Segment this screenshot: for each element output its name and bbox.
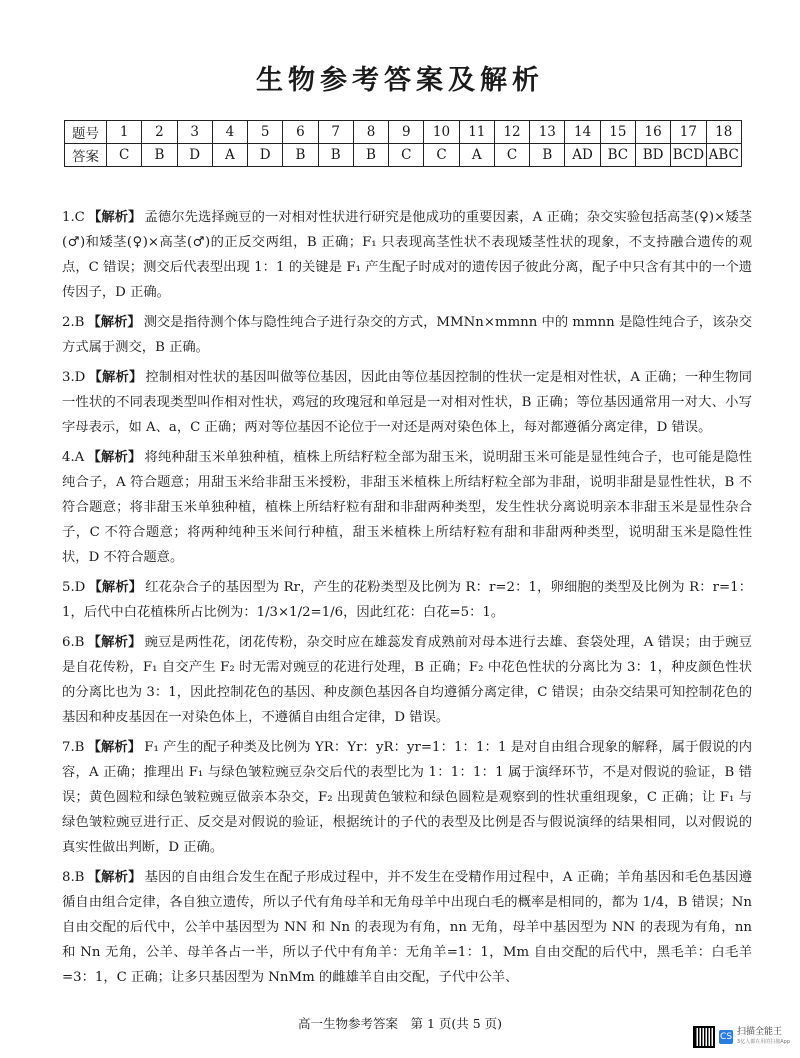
explanation-item [62,630,752,730]
table-cell: B [318,144,353,167]
table-header-label: 题号 [65,121,107,144]
table-cell: B [353,144,388,167]
table-row-numbers [65,121,742,144]
page-footer: 高一生物参考答案 第 1 页(共 5 页) [297,1016,503,1031]
table-cell: 13 [530,121,565,144]
table-answer-label: 答案 [65,144,107,167]
item-text: 测交是指待测个体与隐性纯合子进行杂交的方式，MMNn×mmnn 中的 mmnn 是隐性纯合子，该杂交方式属于测交，B 正确。 [62,315,752,355]
table-cell: 9 [389,121,424,144]
qr-code-icon [693,1026,715,1048]
analysis-tag: 【解析】 [87,870,142,885]
table-cell: B [142,144,177,167]
page-title: 生物参考答案及解析 [256,65,544,96]
table-cell: BCD [671,144,706,167]
table-cell: 4 [212,121,247,144]
item-text: F₁ 产生的配子种类及比例为 YR：Yr：yR：yr=1：1：1：1 是对自由组合现象的解释，属于假说的内容，A 正确；推理出 F₁ 与绿色皱粒豌豆杂交后代的表型比为 1：1：1：1 属于演绎环节，不是对假说的验证，B 错误；黄色圆粒和绿色皱粒豌豆做亲本杂交，F₂ 出现黄色皱粒和绿色圆粒是观察到的性状重组现象，C 正确；让 F₁ 与绿色皱粒豌豆进行正、反交是对假说的验证，根据统计的子代的表型及比例是否与假说演绎的结果相同，以对假说的真实性做出判断，D 正确。 [62,740,753,855]
table-cell: 17 [671,121,706,144]
item-text: 豌豆是两性花，闭花传粉，杂交时应在雄蕊发育成熟前对母本进行去雄、套袋处理，A 错误；由于豌豆是自花传粉，F₁ 自交产生 F₂ 时无需对豌豆的花进行处理，B 正确；F₂ 中花色性状的分离比为 3：1，种皮颜色性状的分离比也为 3：1，因此控制花色的基因、种皮颜色基因各自均遵循分离定律，C 错误；由杂交结果可知控制花色的基因和种皮基因在一对染色体上，不遵循自由组合定律，D 错误。 [62,635,753,725]
scanner-watermark [693,1024,790,1050]
table-row-answers [65,144,742,167]
item-number: 8.B [62,870,85,885]
explanation-item [62,445,752,570]
item-number: 2.B [62,315,85,330]
item-text: 基因的自由组合发生在配子形成过程中，并不发生在受精作用过程中，A 正确；羊角基因和毛色基因遵循自由组合定律，各自独立遗传，所以子代有角母羊和无角母羊中出现白毛的概率是相同的，都为 1/4，B 错误；Nn 自由交配的后代中，公羊中基因型为 NN 和 Nn 的表现为有角，nn 无角，母羊中基因型为 NN 的表现为有角，nn 和 Nn 无角，公羊、母羊各占一半，所以子代中有角羊：无角羊=1：1，Mm 自由交配的后代中，黑毛羊：白毛羊=3：1，C 正确；让多只基因型为 NnMm 的雌雄羊自由交配，子代中公羊、 [62,870,753,985]
analysis-tag: 【解析】 [87,740,142,755]
analysis-tag: 【解析】 [87,315,141,330]
table-cell: 18 [706,121,741,144]
watermark-name: 扫描全能王 [737,1027,783,1037]
explanation-item [62,365,752,440]
table-cell: 5 [248,121,283,144]
table-cell: C [107,144,142,167]
table-cell: B [283,144,318,167]
table-cell: 3 [177,121,212,144]
watermark-text [737,1027,790,1047]
watermark-sub: 3亿人都在用的扫描App [737,1039,790,1045]
item-text: 控制相对性状的基因叫做等位基因，因此由等位基因控制的性状一定是相对性状，A 正确；一种生物同一性状的不同表现类型叫作相对性状，鸡冠的玫瑰冠和单冠是一对相对性状，B 正确；等位基因通常用一对大、小写字母表示，如 A、a，C 正确；两对等位基因不论位于一对还是两对染色体上，每对都遵循分离定律，D 错误。 [62,370,753,435]
table-cell: BD [635,144,670,167]
explanation-item [62,575,752,625]
item-number: 5.D [62,580,86,595]
table-cell: 7 [318,121,353,144]
table-cell: 8 [353,121,388,144]
item-text: 孟德尔先选择豌豆的一对相对性状进行研究是他成功的重要因素，A 正确；杂交实验包括高茎(♀)×矮茎(♂)和矮茎(♀)×高茎(♂)的正反交两组，B 正确；F₁ 只表现高茎性状不表现矮茎性状的现象，不支持融合遗传的观点，C 错误；测交后代表型出现 1：1 的关键是 F₁ 产生配子时成对的遗传因子彼此分离，配子中只含有其中的一个遗传因子，D 正确。 [62,210,753,300]
table-cell: 1 [107,121,142,144]
explanation-item [62,735,752,860]
table-cell: 11 [459,121,494,144]
table-cell: D [177,144,212,167]
table-cell: A [212,144,247,167]
item-text: 红花杂合子的基因型为 Rr，产生的花粉类型及比例为 R：r=2：1，卵细胞的类型及比例为 R：r=1：1，后代中白花植株所占比例为：1/3×1/2=1/6，因此红花：白花=5：1。 [62,580,752,620]
table-cell: 15 [600,121,635,144]
scanner-logo-icon: CS [720,1032,733,1042]
table-cell: ABC [706,144,741,167]
item-text: 将纯种甜玉米单独种植，植株上所结籽粒全部为甜玉米，说明甜玉米可能是显性纯合子，也可能是隐性纯合子，A 符合题意；用甜玉米给非甜玉米授粉，非甜玉米植株上所结籽粒全部为非甜，说明非甜是显性性状，B 不符合题意；将非甜玉米单独种植，植株上所结籽粒有甜和非甜两种类型，发生性状分离说明亲本非甜玉米是显性杂合子，C 不符合题意；将两种纯种玉米间行种植，甜玉米植株上所结籽粒有甜和非甜两种类型，说明甜玉米是隐性性状，D 不符合题意。 [62,450,753,565]
table-cell: AD [565,144,600,167]
table-cell: BC [600,144,635,167]
table-cell: B [530,144,565,167]
table-cell: C [389,144,424,167]
table-cell: 16 [635,121,670,144]
analysis-tag: 【解析】 [88,580,143,595]
table-cell: C [494,144,529,167]
item-number: 4.A [62,450,85,465]
analysis-tag: 【解析】 [87,210,142,225]
table-cell: 2 [142,121,177,144]
analysis-tag: 【解析】 [87,635,142,650]
explanation-list [62,205,752,995]
answer-table [64,120,742,167]
analysis-tag: 【解析】 [87,450,142,465]
explanation-item [62,865,752,990]
item-number: 1.C [62,210,85,225]
analysis-tag: 【解析】 [88,370,143,385]
item-number: 3.D [62,370,86,385]
explanation-item [62,205,752,305]
item-number: 6.B [62,635,85,650]
item-number: 7.B [62,740,85,755]
explanation-item [62,310,752,360]
table-cell: 14 [565,121,600,144]
table-cell: 12 [494,121,529,144]
table-cell: 6 [283,121,318,144]
table-cell: D [248,144,283,167]
table-cell: A [459,144,494,167]
table-cell: C [424,144,459,167]
table-cell: 10 [424,121,459,144]
